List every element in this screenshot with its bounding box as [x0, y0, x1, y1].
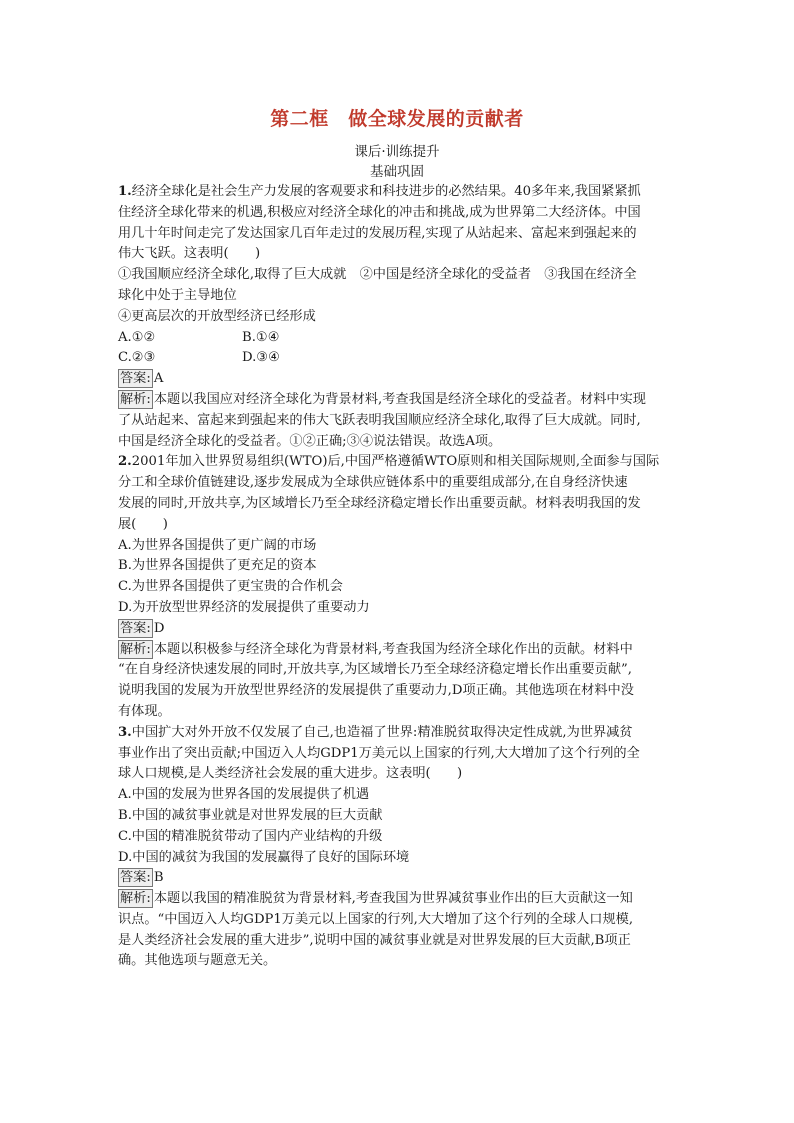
answer-line [118, 868, 678, 889]
question-number: 1. [118, 184, 132, 199]
analysis-text: “在自身经济快速发展的同时,开放共享,为区域增长乃至全球经济稳定增长作出重要贡献”, [118, 662, 632, 678]
option-d: D.③④ [242, 350, 280, 366]
question-3 [118, 723, 678, 973]
analysis-text: 本题以我国的精准脱贫为背景材料,考查我国为世界减贫事业作出的巨大贡献这一知 [153, 891, 633, 907]
option-d: D.中国的减贫为我国的发展赢得了良好的国际环境 [118, 849, 410, 865]
statement-line: ①我国顺应经济全球化,取得了巨大成就 ②中国是经济全球化的受益者 ③我国在经济全 [118, 267, 637, 283]
analysis-line [118, 889, 678, 910]
analysis-text: 确。其他选项与题意无关。 [118, 953, 277, 969]
option-row [118, 328, 678, 349]
analysis-text: 本题以我国应对经济全球化为背景材料,考查我国是经济全球化的受益者。材料中实现 [153, 391, 646, 407]
question-number: 2. [118, 454, 132, 470]
option-a: A.①② [118, 329, 156, 345]
question-stem: 球人口规模,是人类经济社会发展的重大进步。这表明( ) [118, 766, 463, 782]
answer-tag: 答案: [120, 870, 151, 886]
option-c: C.为世界各国提供了更宝贵的合作机会 [118, 579, 343, 595]
answer-value: A [153, 371, 164, 387]
option-row [118, 348, 678, 369]
question-stem: 展( ) [118, 516, 168, 532]
section-heading: 基础巩固 [370, 164, 424, 180]
question-stem: 分工和全球价值链建设,逐步发展成为全球供应链体系中的重要组成部分,在自身经济快速 [118, 475, 628, 491]
analysis-tag: 解析: [120, 641, 151, 657]
question-stem: 2001年加入世界贸易组织(WTO)后,中国严格遵循WTO原则和相关国际规则,全面参与国际 [131, 454, 660, 470]
question-stem: 发展的同时,开放共享,为区域增长乃至全球经济稳定增长作出重要贡献。材料表明我国的发 [118, 495, 641, 511]
answer-value: D [153, 620, 165, 636]
analysis-text: 中国是经济全球化的受益者。①②正确;③④说法错误。故选A项。 [118, 433, 502, 449]
analysis-text: 识点。“中国迈入人均GDP1万美元以上国家的行列,大大增加了这个行列的全球人口规模, [118, 911, 634, 927]
option-a: A.中国的发展为世界各国的发展提供了机遇 [118, 787, 370, 803]
analysis-text: 了从站起来、富起来到强起来的伟大飞跃表明我国顺应经济全球化,取得了巨大成就。同时, [118, 412, 641, 428]
question-stem: 经济全球化是社会生产力发展的客观要求和科技进步的必然结果。40多年来,我国紧紧抓 [131, 184, 641, 199]
question-2 [118, 452, 678, 722]
page-title: 第二框 做全球发展的贡献者 [270, 108, 524, 130]
section-subtitle: 课后·训练提升 [354, 144, 440, 160]
analysis-line [118, 390, 678, 411]
analysis-tag: 解析: [120, 391, 151, 407]
answer-value: B [153, 870, 164, 886]
analysis-text: 有体现。 [118, 703, 171, 719]
question-stem: 伟大飞跃。这表明( ) [118, 246, 261, 262]
question-stem: 住经济全球化带来的机遇,积极应对经济全球化的冲击和挑战,成为世界第二大经济体。中国 [118, 204, 641, 220]
answer-line [118, 369, 678, 390]
question-stem: 用几十年时间走完了发达国家几百年走过的发展历程,实现了从站起来、富起来到强起来的 [118, 225, 637, 241]
option-b: B.①④ [242, 329, 280, 345]
option-b: B.中国的减贫事业就是对世界发展的巨大贡献 [118, 807, 383, 823]
option-d: D.为开放型世界经济的发展提供了重要动力 [118, 599, 370, 615]
option-a: A.为世界各国提供了更广阔的市场 [118, 537, 317, 553]
answer-tag: 答案: [120, 371, 151, 387]
option-c: C.中国的精准脱贫带动了国内产业结构的升级 [118, 828, 383, 844]
question-1 [118, 182, 678, 452]
option-b: B.为世界各国提供了更充足的资本 [118, 558, 317, 574]
analysis-text: 说明我国的发展为开放型世界经济的发展提供了重要动力,D项正确。其他选项在材料中没 [118, 683, 634, 699]
question-stem: 事业作出了突出贡献;中国迈入人均GDP1万美元以上国家的行列,大大增加了这个行列的全 [118, 745, 640, 761]
answer-line [118, 619, 678, 640]
analysis-text: 本题以积极参与经济全球化为背景材料,考查我国为经济全球化作出的贡献。材料中 [153, 641, 633, 657]
analysis-line [118, 640, 678, 661]
statement-line: ④更高层次的开放型经济已经形成 [118, 308, 316, 324]
question-stem: 中国扩大对外开放不仅发展了自己,也造福了世界:精准脱贫取得决定性成就,为世界减贫 [131, 724, 633, 740]
analysis-tag: 解析: [120, 891, 151, 907]
analysis-text: 是人类经济社会发展的重大进步”,说明中国的减贫事业就是对世界发展的巨大贡献,B项正 [118, 932, 631, 948]
option-c: C.②③ [118, 350, 156, 366]
question-number: 3. [118, 724, 132, 740]
answer-tag: 答案: [120, 620, 151, 636]
statement-line: 球化中处于主导地位 [118, 287, 237, 303]
question-content [118, 182, 678, 972]
